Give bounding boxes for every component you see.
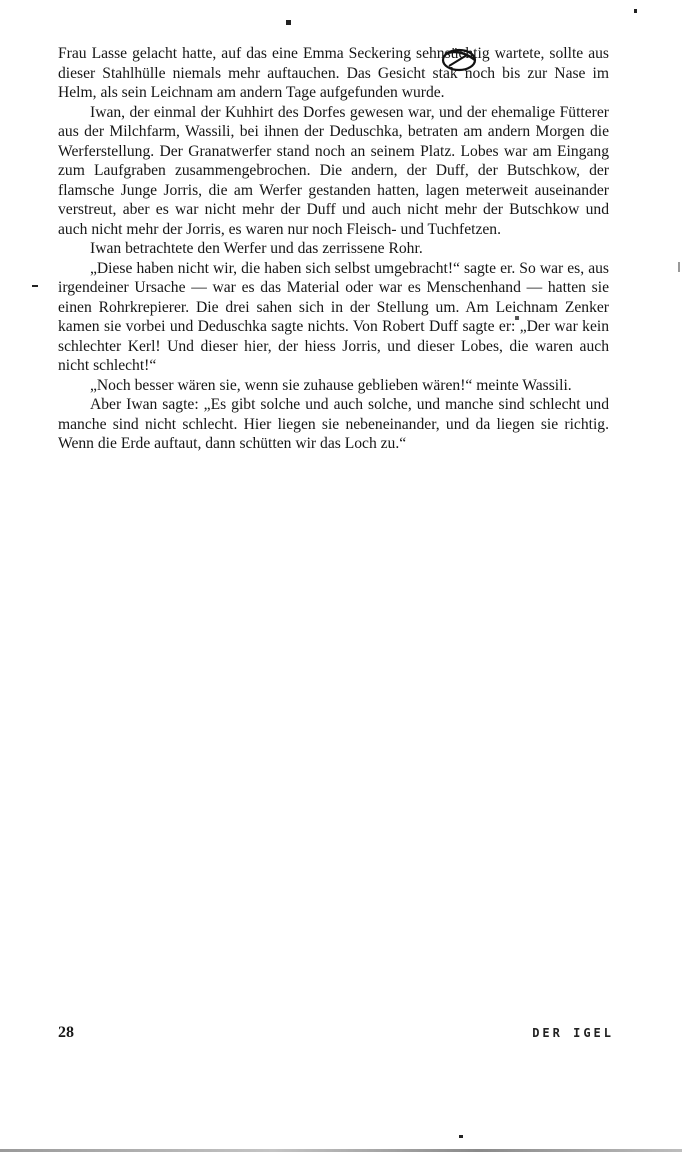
scan-edge-line <box>0 1149 682 1152</box>
page-footer <box>58 1024 614 1046</box>
paragraph: „Noch besser wären sie, wenn sie zuhause geblieben wären!“ meinte Wassili. <box>90 376 572 394</box>
scan-speck-bottom <box>459 1135 463 1138</box>
paragraph-continuation: Frau Lasse gelacht hatte, auf das eine Emma Seckering sehnsüchtig wartete, sollte aus dieser Stahlhülle niemals mehr auftauchen. Das Gesicht stak noch bis zur Nase im Helm, als sein Leichnam am andern Tage aufgefunden wurde. <box>58 45 609 101</box>
paragraph: Aber Iwan sagte: „Es gibt solche und auch solche, und manche sind schlecht und manche sind nicht schlecht. Hier liegen sie nebeneinander, und da liegen sie richtig. Wenn die Erde auftaut, dann schütten wir das Loch zu.“ <box>58 396 609 452</box>
scan-speck-top <box>286 20 291 25</box>
paragraph: „Diese haben nicht wir, die haben sich selbst umgebracht!“ sagte er. So war es, aus irgendeiner Ursache — war es das Material oder war es Menschenhand — hatten sie einen Rohrkrepierer. Die drei sahen sich in der Stellung um. Am Leichnam Zenker kamen sie vorbei und Deduschka sagte nichts. Von Robert Duff sagte er: „Der war kein schlechter Kerl! Und dieser hier, der hiess Jorris, und dieser Lobes, die waren auch nicht schlecht!“ <box>58 259 609 374</box>
running-title: DER IGEL <box>532 1026 614 1040</box>
scan-mark-right <box>678 262 680 272</box>
body-text <box>58 44 609 454</box>
paragraph: Iwan, der einmal der Kuhhirt des Dorfes gewesen war, und der ehemalige Fütterer aus der Milchfarm, Wassili, bei ihnen der Deduschka, betraten am andern Morgen die Werferstellung. Der Granatwerfer stand noch an seinem Platz. Lobes war am Eingang zum Laufgraben zusammengebrochen. Die andern, der Duff, der Butschkow, der flamsche Junge Jorris, die am Werfer gestanden hatten, lagen meterweit auseinander verstreut, aber es war nicht mehr der Duff und auch nicht mehr der Butschkow und auch nicht mehr der Jorris, es waren nur noch Fleisch- und Tuchfetzen. <box>58 103 609 238</box>
paragraph: Iwan betrachtete den Werfer und das zerrissene Rohr. <box>90 240 423 257</box>
scan-speck-corner <box>634 9 637 13</box>
scan-dash-left <box>32 285 38 287</box>
page-number: 28 <box>58 1024 74 1041</box>
